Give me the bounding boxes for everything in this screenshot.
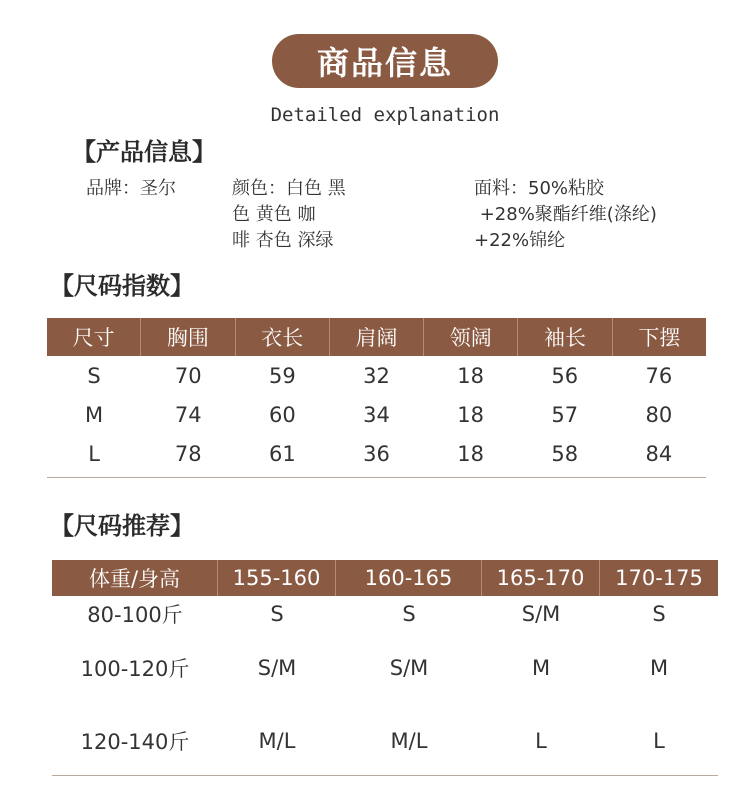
page-subtitle: Detailed explanation bbox=[270, 104, 500, 126]
table-row bbox=[52, 723, 718, 759]
table-cell: S/M bbox=[257, 656, 297, 680]
table-cell: 70 bbox=[174, 363, 202, 388]
fabric-line: +28%聚酯纤维(涤纶) bbox=[474, 204, 657, 225]
table-row bbox=[47, 434, 706, 473]
table-cell: 84 bbox=[645, 441, 673, 466]
table-row bbox=[52, 596, 718, 632]
table-cell: L bbox=[535, 729, 547, 753]
size-recommend-table bbox=[52, 560, 718, 759]
page-title-badge bbox=[272, 34, 498, 88]
fabric-info bbox=[474, 176, 657, 254]
table-cell: 32 bbox=[363, 363, 390, 388]
table-cell: M bbox=[649, 656, 669, 680]
table-cell: S/M bbox=[521, 602, 561, 626]
fabric-line: 面料：50%粘胶 bbox=[474, 178, 605, 199]
brand-text: 品牌：圣尔 bbox=[86, 178, 176, 199]
table-cell: 74 bbox=[174, 402, 202, 427]
table-cell: 80-100斤 bbox=[87, 603, 183, 627]
table-cell: 100-120斤 bbox=[80, 657, 190, 681]
color-line: 啡 杏色 深绿 bbox=[232, 230, 334, 251]
table-cell: 78 bbox=[174, 441, 202, 466]
size-index-header-row bbox=[47, 318, 706, 356]
size-index-heading: 【尺码指数】 bbox=[50, 272, 194, 300]
size-index-divider bbox=[47, 477, 706, 478]
column-header: 肩阔 bbox=[330, 318, 424, 356]
table-cell: 56 bbox=[551, 363, 579, 388]
size-recommend-header-row bbox=[52, 560, 718, 596]
table-cell: 18 bbox=[457, 363, 484, 388]
column-header: 155-160 bbox=[218, 560, 336, 596]
column-header: 胸围 bbox=[141, 318, 235, 356]
table-cell: M/L bbox=[258, 729, 296, 753]
column-header: 尺寸 bbox=[47, 318, 141, 356]
size-index-table bbox=[47, 318, 706, 473]
column-header: 下摆 bbox=[638, 326, 681, 350]
table-row bbox=[47, 356, 706, 395]
table-cell: S bbox=[87, 363, 101, 388]
table-cell: 60 bbox=[268, 402, 296, 427]
table-cell: 80 bbox=[645, 402, 673, 427]
size-recommend-heading: 【尺码推荐】 bbox=[50, 512, 194, 540]
table-cell: 18 bbox=[457, 441, 484, 466]
table-cell: L bbox=[653, 729, 665, 753]
table-cell: 76 bbox=[645, 363, 673, 388]
table-cell: 34 bbox=[363, 402, 390, 427]
table-cell: M bbox=[531, 656, 551, 680]
table-cell: 36 bbox=[363, 441, 390, 466]
color-line: 色 黄色 咖 bbox=[232, 204, 316, 225]
column-header: 袖长 bbox=[518, 318, 612, 356]
column-header: 体重/身高 bbox=[52, 560, 218, 596]
color-info bbox=[232, 176, 346, 254]
table-cell: 57 bbox=[551, 402, 579, 427]
table-cell: S bbox=[652, 602, 666, 626]
table-cell: S bbox=[270, 602, 284, 626]
product-info-heading: 【产品信息】 bbox=[72, 138, 216, 166]
table-cell: S/M bbox=[389, 656, 429, 680]
column-header: 领阔 bbox=[424, 318, 518, 356]
table-cell: 59 bbox=[268, 363, 296, 388]
color-line: 颜色：白色 黑 bbox=[232, 178, 346, 199]
table-cell: 58 bbox=[551, 441, 579, 466]
table-cell: 61 bbox=[268, 441, 296, 466]
table-row bbox=[47, 395, 706, 434]
column-header: 170-175 bbox=[615, 566, 703, 590]
table-cell: M bbox=[85, 402, 104, 427]
column-header: 衣长 bbox=[236, 318, 330, 356]
size-recommend-divider bbox=[52, 775, 718, 776]
table-cell: M/L bbox=[390, 729, 428, 753]
table-cell: S bbox=[402, 602, 416, 626]
column-header: 165-170 bbox=[482, 560, 600, 596]
table-row bbox=[52, 650, 718, 686]
table-cell: 18 bbox=[457, 402, 484, 427]
column-header: 160-165 bbox=[336, 560, 482, 596]
page-title: 商品信息 bbox=[316, 44, 453, 82]
table-cell: L bbox=[88, 441, 100, 466]
table-cell: 120-140斤 bbox=[80, 730, 190, 754]
fabric-line: +22%锦纶 bbox=[474, 230, 566, 251]
